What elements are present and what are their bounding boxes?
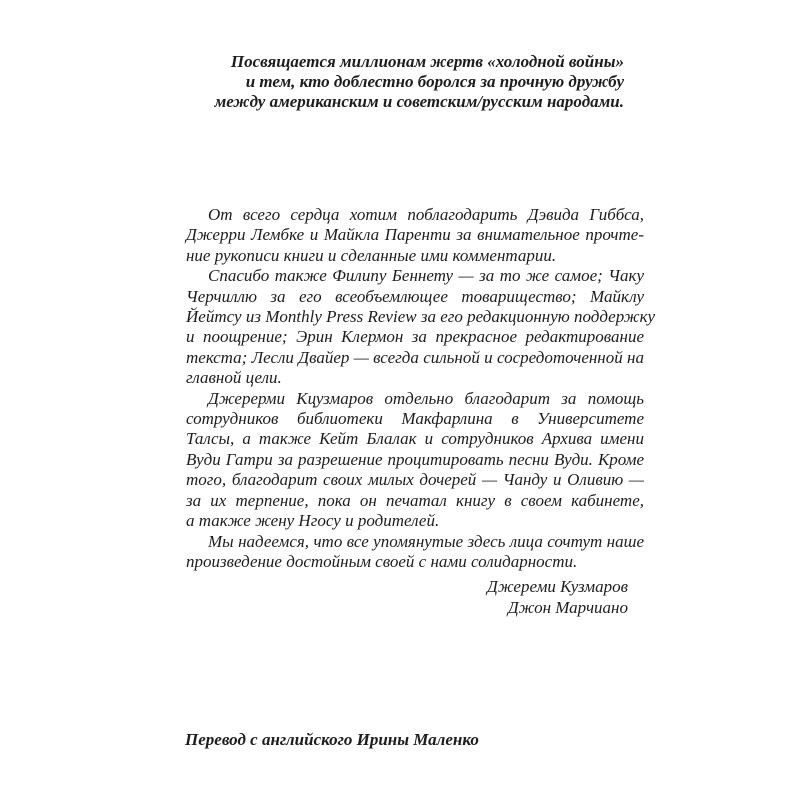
text-line: за их терпение, пока он печатал книгу в своем кабинете, <box>186 490 644 510</box>
text-line: Спасибо также Филипу Беннету — за то же самое; Чаку <box>208 266 644 286</box>
text-line: главной цели. <box>186 368 282 388</box>
text-line: произведение достойным своей с нами солидарности. <box>186 551 578 571</box>
signature-name: Джон Марчиано <box>507 598 628 617</box>
text-line: Йейтсу из Monthly Press Review за его редакционную поддержку <box>186 307 656 327</box>
dedication-line: и тем, кто доблестно боролся за прочную дружбу <box>245 72 624 91</box>
dedication-line: между американским и советским/русским народами. <box>214 92 624 111</box>
dedication <box>215 52 624 112</box>
acknowledgments-paragraph <box>186 205 644 266</box>
text-line: текста; Лесли Двайер — всегда сильной и сосредоточенной на <box>186 347 644 367</box>
text-line: ние рукописи книги и сделанные ими комментарии. <box>186 245 557 265</box>
text-line: Мы надеемся, что все упомянутые здесь лица сочтут наше <box>208 531 644 551</box>
dedication-line: Посвящается миллионам жертв «холодной войны» <box>230 52 624 71</box>
text-line: От всего сердца хотим поблагодарить Дэвида Гиббса, <box>208 205 644 224</box>
signature-name: Джереми Кузмаров <box>487 577 628 596</box>
acknowledgments-paragraph <box>186 532 644 573</box>
text-line: а также жену Нгосу и родителей. <box>186 511 440 531</box>
text-line: того, благодарит своих милых дочерей — Чанду и Оливию — <box>186 470 644 490</box>
acknowledgments <box>186 205 656 572</box>
text-line: Вуди Гатри за разрешение процитировать песни Вуди. Кроме <box>186 449 644 469</box>
text-line: и поощрение; Эрин Клермон за прекрасное редактирование <box>186 327 644 347</box>
text-line: Талсы, а также Кейт Блалак и сотрудников Архива имени <box>186 429 644 449</box>
acknowledgments-paragraph <box>186 389 644 532</box>
text-line: Джерри Лембке и Майкла Паренти за внимательное прочте- <box>186 225 644 245</box>
acknowledgments-paragraph <box>186 266 656 388</box>
text-line: Черчиллю за его всеобъемлющее товарищество; Майклу <box>186 286 644 306</box>
translator-credit: Перевод с английского Ирины Маленко <box>185 730 479 749</box>
signatures <box>487 576 628 618</box>
text-line: сотрудников библиотеки Макфарлина в Университете <box>186 409 644 429</box>
text-line: Джерерми Кцузмаров отдельно благодарит за помощь <box>208 388 644 408</box>
